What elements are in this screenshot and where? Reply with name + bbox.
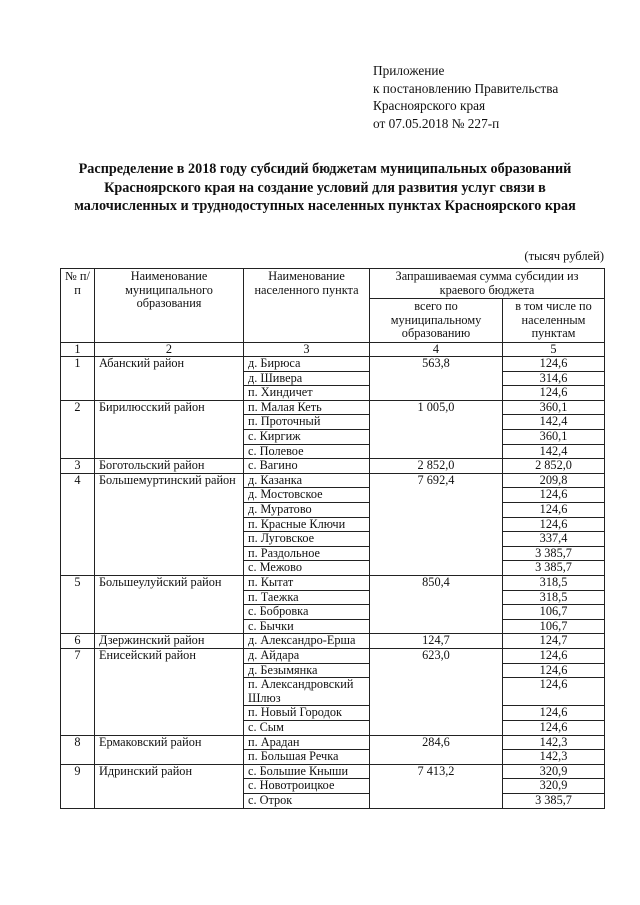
header-settlement: Наименование населенного пункта [244,269,370,343]
appendix-block [373,62,633,132]
settlement-amount: 124,6 [503,517,605,532]
settlement-amount: 360,1 [503,400,605,415]
municipality-name: Енисейский район [95,648,244,735]
municipality-total: 563,8 [370,357,503,401]
settlement-amount: 318,5 [503,590,605,605]
settlement-amount: 124,6 [503,488,605,503]
row-number: 1 [61,357,95,401]
settlement-amount: 2 852,0 [503,459,605,474]
settlement-amount: 124,6 [503,357,605,372]
settlement-name: с. Отрок [244,793,370,808]
settlement-name: п. Луговское [244,532,370,547]
settlement-name: п. Малая Кеть [244,400,370,415]
municipality-total: 623,0 [370,648,503,735]
municipality-name: Абанский район [95,357,244,401]
settlement-amount: 142,4 [503,444,605,459]
table-row [61,648,605,663]
settlement-name: д. Муратово [244,503,370,518]
table-body [61,342,605,808]
settlement-amount: 106,7 [503,619,605,634]
row-number: 6 [61,634,95,649]
document-title: Распределение в 2018 году субсидий бюджетам муниципальных образований Красноярского края на создание условий для развития услуг связи в малочисленных и труднодоступных населенных пунктах Красноярского края [74,161,576,214]
table-row [61,473,605,488]
settlement-name: п. Раздольное [244,546,370,561]
settlement-name: с. Межово [244,561,370,576]
settlement-name: п. Арадан [244,735,370,750]
header-by-settlement: в том числе по населенным пунктам [503,299,605,343]
settlement-name: п. Александровский Шлюз [244,678,370,706]
settlement-amount: 142,4 [503,415,605,430]
settlement-name: д. Александро-Ерша [244,634,370,649]
appendix-line: к постановлению Правительства [373,80,559,96]
table-row [61,400,605,415]
column-number: 1 [61,342,95,357]
municipality-name: Большеулуйский район [95,576,244,634]
column-number: 2 [95,342,244,357]
settlement-name: с. Полевое [244,444,370,459]
settlement-amount: 360,1 [503,430,605,445]
municipality-total: 850,4 [370,576,503,634]
row-number: 7 [61,648,95,735]
municipality-total: 7 413,2 [370,764,503,808]
settlement-amount: 318,5 [503,576,605,591]
settlement-name: с. Бычки [244,619,370,634]
settlement-amount: 314,6 [503,371,605,386]
settlement-amount: 3 385,7 [503,561,605,576]
settlement-amount: 106,7 [503,605,605,620]
header-total: всего по муниципальному образованию [370,299,503,343]
settlement-amount: 3 385,7 [503,546,605,561]
municipality-name: Большемуртинский район [95,473,244,575]
settlement-name: п. Красные Ключи [244,517,370,532]
header-num: № п/п [61,269,95,343]
settlement-amount: 124,6 [503,386,605,401]
settlement-amount: 124,7 [503,634,605,649]
settlement-name: п. Большая Речка [244,750,370,765]
header-municipality: Наименование муниципального образования [95,269,244,343]
settlement-name: п. Хиндичет [244,386,370,401]
row-number: 4 [61,473,95,575]
settlement-name: с. Бобровка [244,605,370,620]
municipality-name: Боготольский район [95,459,244,474]
table-row [61,459,605,474]
settlement-name: п. Проточный [244,415,370,430]
settlement-name: д. Айдара [244,648,370,663]
column-number: 4 [370,342,503,357]
settlement-amount: 320,9 [503,779,605,794]
settlement-name: д. Шивера [244,371,370,386]
settlement-amount: 3 385,7 [503,793,605,808]
units-label: (тысяч рублей) [524,249,604,263]
settlement-amount: 142,3 [503,750,605,765]
row-number: 9 [61,764,95,808]
municipality-name: Дзержинский район [95,634,244,649]
municipality-total: 1 005,0 [370,400,503,458]
settlement-amount: 320,9 [503,764,605,779]
subsidy-table [60,268,605,809]
settlement-name: д. Казанка [244,473,370,488]
settlement-name: с. Киргиж [244,430,370,445]
settlement-amount: 124,6 [503,503,605,518]
settlement-name: с. Новотроицкое [244,779,370,794]
table-row [61,634,605,649]
settlement-amount: 209,8 [503,473,605,488]
column-numbers-row [61,342,605,357]
appendix-line: Красноярского края [373,98,486,113]
settlement-name: п. Новый Городок [244,706,370,721]
settlement-name: п. Таежка [244,590,370,605]
appendix-line: Приложение [373,63,445,78]
column-number: 5 [503,342,605,357]
settlement-name: с. Вагино [244,459,370,474]
municipality-name: Бирилюсский район [95,400,244,458]
table-row [61,764,605,779]
settlement-amount: 124,6 [503,720,605,735]
row-number: 2 [61,400,95,458]
municipality-total: 124,7 [370,634,503,649]
settlement-name: с. Сым [244,720,370,735]
settlement-name: д. Мостовское [244,488,370,503]
settlement-name: п. Кытат [244,576,370,591]
table-row [61,576,605,591]
table-row [61,735,605,750]
header-requested: Запрашиваемая сумма субсидии из краевого бюджета [370,269,605,299]
municipality-name: Идринский район [95,764,244,808]
settlement-name: д. Бирюса [244,357,370,372]
municipality-total: 2 852,0 [370,459,503,474]
settlement-amount: 124,6 [503,663,605,678]
municipality-total: 7 692,4 [370,473,503,575]
appendix-line: от 07.05.2018 № 227-п [373,115,500,131]
settlement-amount: 142,3 [503,735,605,750]
row-number: 5 [61,576,95,634]
row-number: 3 [61,459,95,474]
municipality-name: Ермаковский район [95,735,244,764]
settlement-amount: 337,4 [503,532,605,547]
municipality-total: 284,6 [370,735,503,764]
settlement-name: с. Большие Кныши [244,764,370,779]
column-number: 3 [244,342,370,357]
table-row [61,357,605,372]
settlement-name: д. Безымянка [244,663,370,678]
row-number: 8 [61,735,95,764]
settlement-amount: 124,6 [503,678,605,706]
settlement-amount: 124,6 [503,706,605,721]
settlement-amount: 124,6 [503,648,605,663]
